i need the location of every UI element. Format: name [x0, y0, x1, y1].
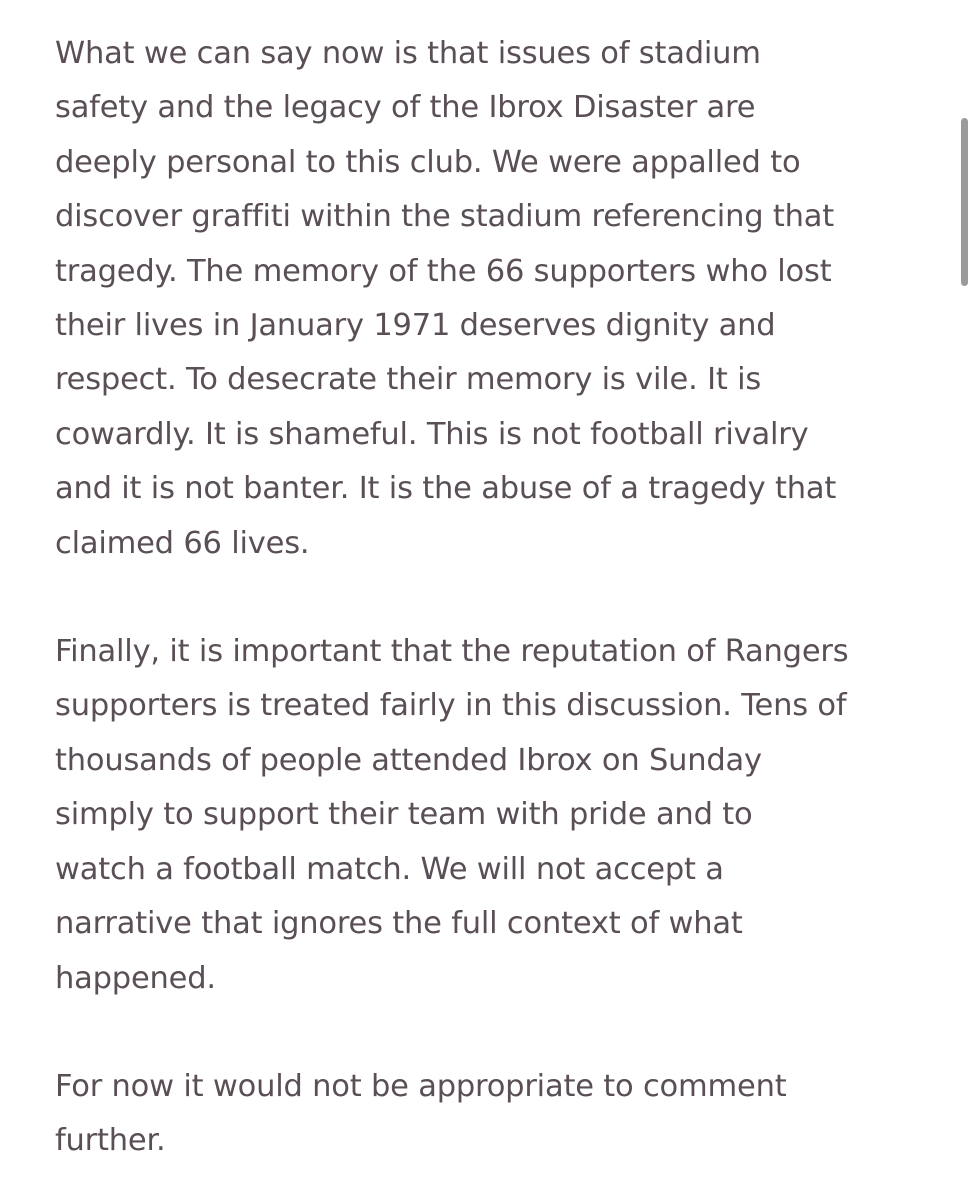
text-line: deeply personal to this club. We were appalled to — [55, 144, 801, 180]
text-line: narrative that ignores the full context of what — [55, 906, 743, 942]
paragraph-ibrox-disaster — [55, 27, 930, 571]
text-line: further. — [55, 1123, 166, 1159]
statement-body — [55, 27, 930, 1169]
text-line: Finally, it is important that the reputation of Rangers — [55, 634, 849, 670]
paragraph-no-further-comment — [55, 1060, 930, 1169]
text-line: respect. To desecrate their memory is vile. It is — [55, 362, 762, 398]
text-line: watch a football match. We will not accept a — [55, 851, 724, 887]
text-line: For now it would not be appropriate to comment — [55, 1068, 787, 1104]
text-line: tragedy. The memory of the 66 supporters who lost — [55, 253, 832, 289]
text-line: cowardly. It is shameful. This is not football rivalry — [55, 416, 809, 452]
text-line: happened. — [55, 960, 216, 996]
text-line: thousands of people attended Ibrox on Sunday — [55, 742, 762, 778]
paragraph-supporters-reputation — [55, 625, 930, 1006]
text-line: simply to support their team with pride and to — [55, 797, 753, 833]
text-line: and it is not banter. It is the abuse of a tragedy that — [55, 471, 837, 507]
text-line: their lives in January 1971 deserves dignity and — [55, 308, 776, 344]
text-line: safety and the legacy of the Ibrox Disaster are — [55, 90, 756, 126]
text-line: discover graffiti within the stadium referencing that — [55, 199, 835, 235]
vertical-scrollbar[interactable] — [961, 118, 968, 286]
text-line: claimed 66 lives. — [55, 525, 310, 561]
text-line: What we can say now is that issues of stadium — [55, 36, 761, 71]
text-line: supporters is treated fairly in this discussion. Tens of — [55, 688, 847, 724]
